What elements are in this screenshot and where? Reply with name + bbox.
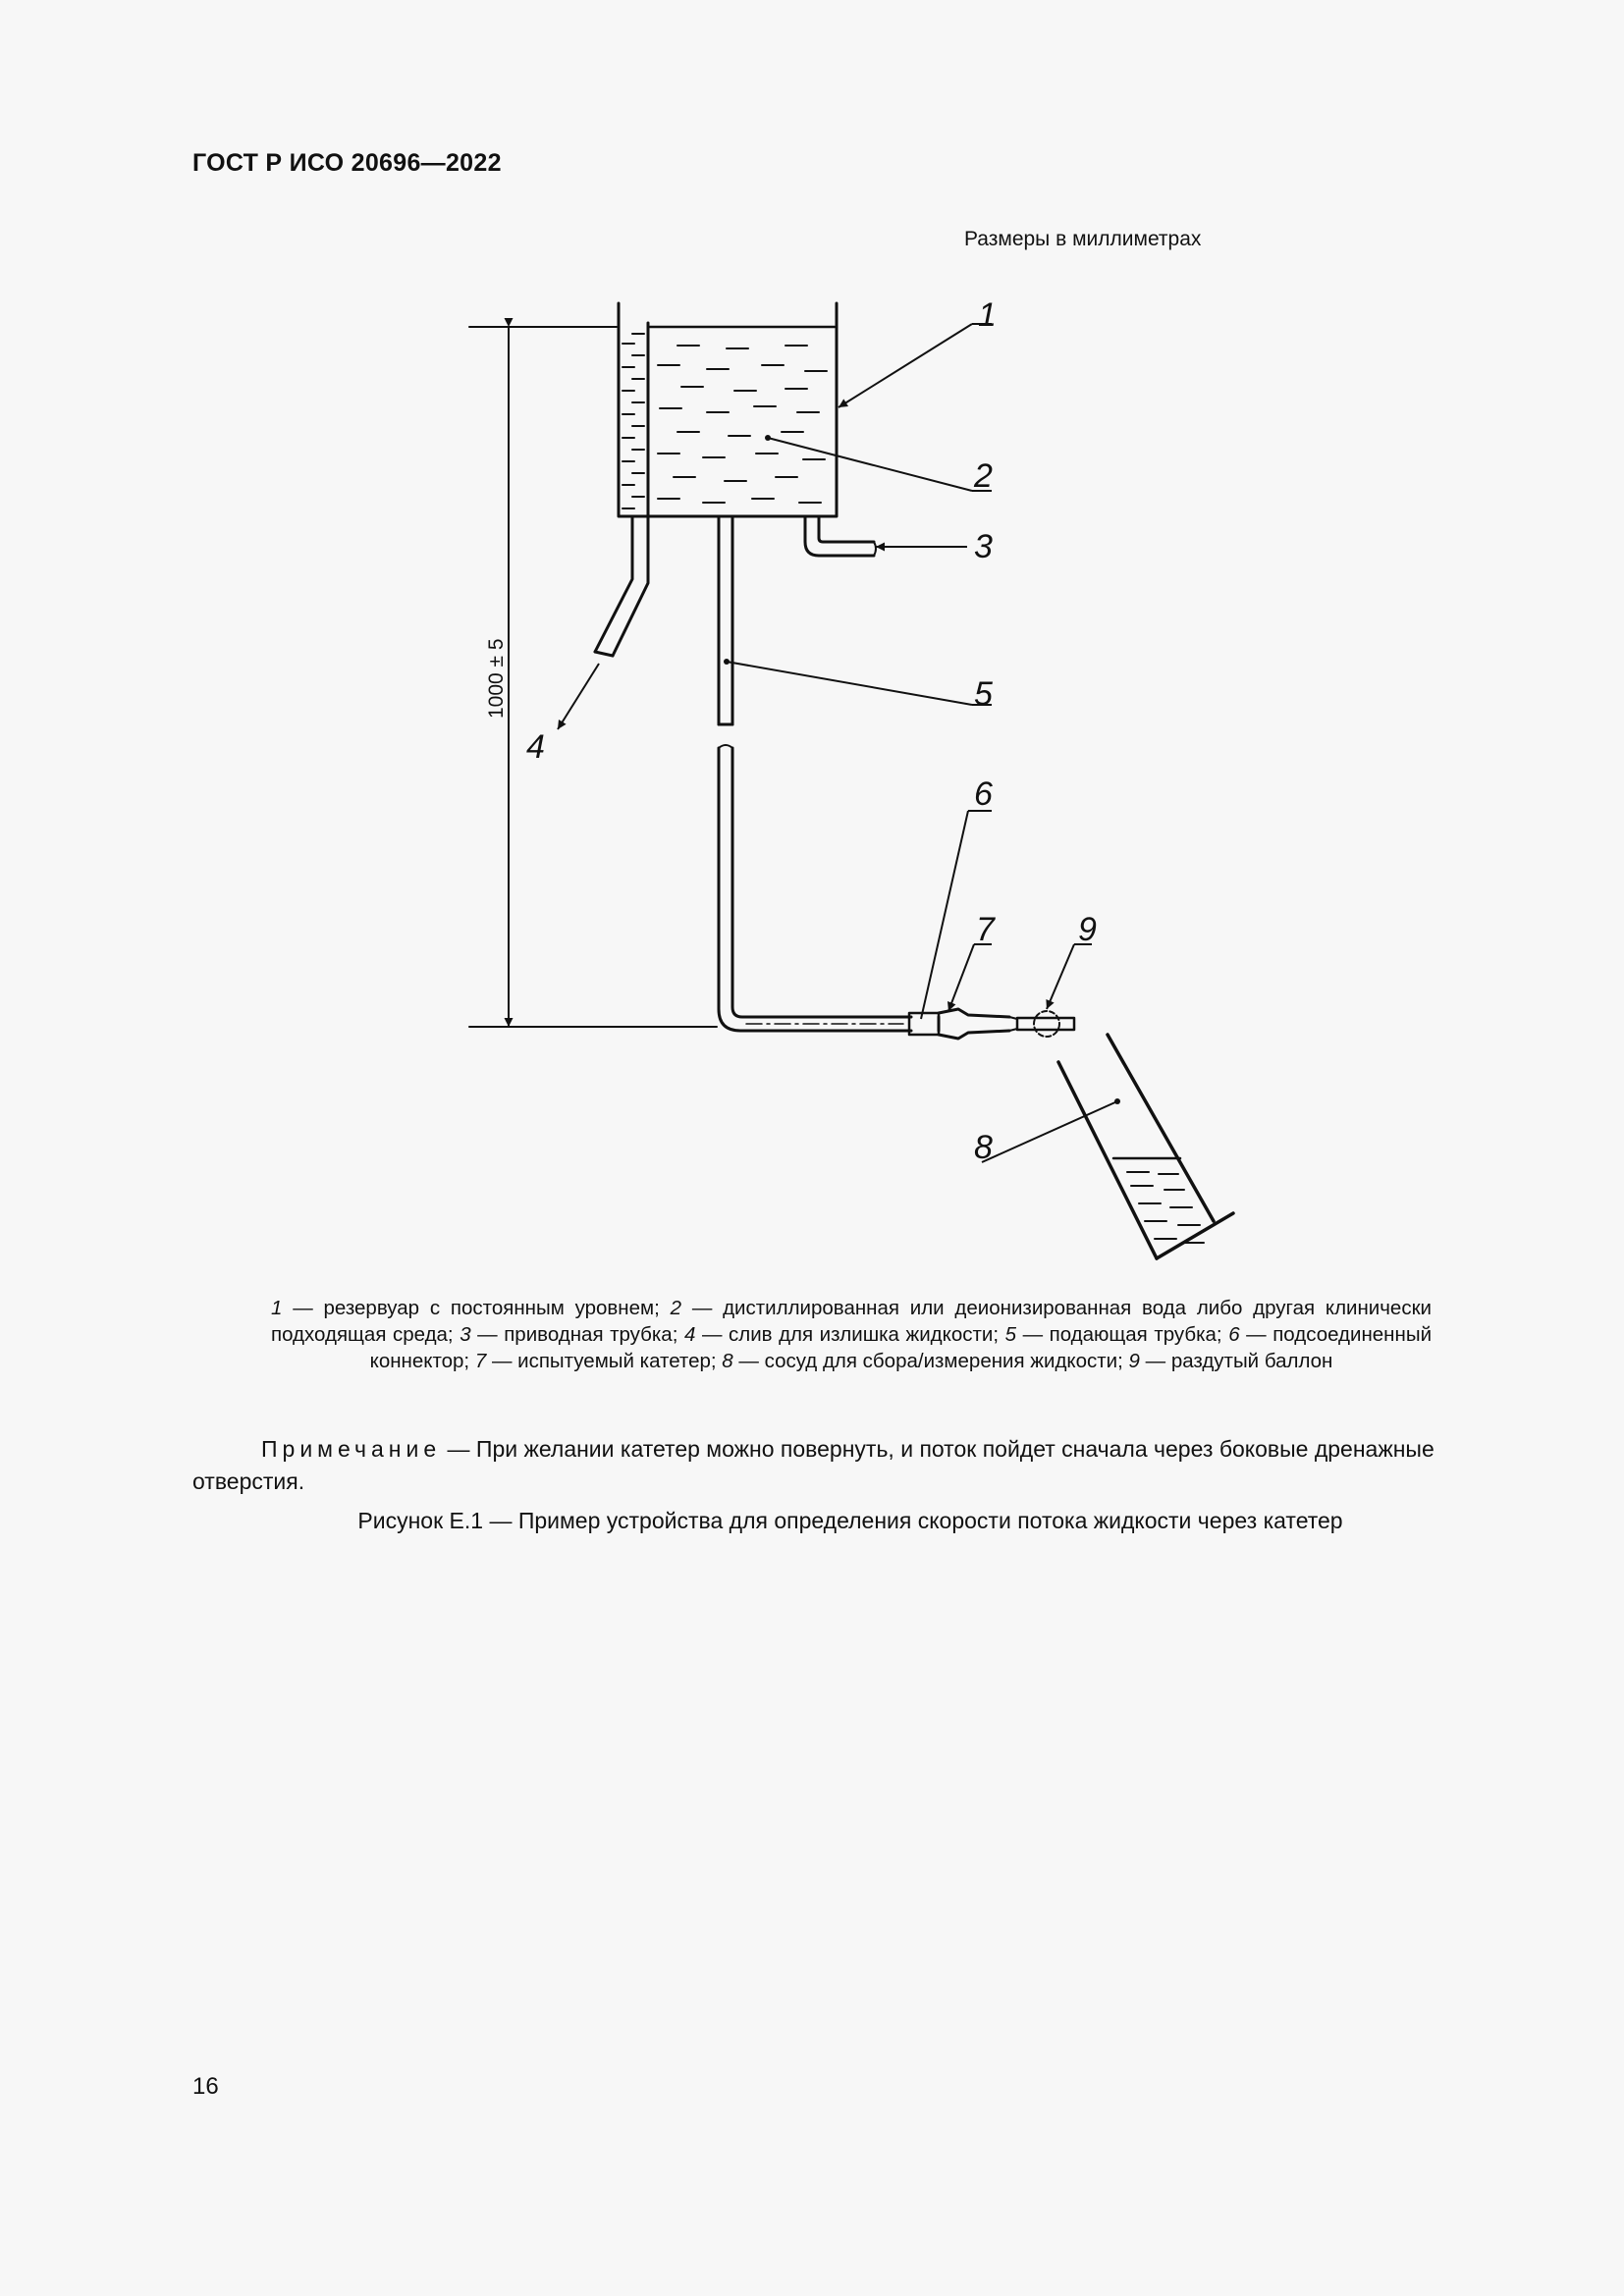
legend-num-6: 6 <box>1228 1323 1240 1346</box>
callout-7: 7 <box>976 911 995 948</box>
legend-num-3: 3 <box>460 1323 471 1346</box>
legend-text-1: — резервуар с постоянным уровнем; <box>293 1297 660 1319</box>
legend-text-4: — слив для излишка жидкости; <box>701 1323 1000 1346</box>
figure-caption: Рисунок Е.1 — Пример устройства для определения скорости потока жидкости через катетер <box>357 1508 1343 1533</box>
callout-5: 5 <box>974 675 993 713</box>
figure-note <box>192 1433 1508 1498</box>
legend-text-6: — подсоединенный коннектор; <box>369 1323 1433 1372</box>
callout-9: 9 <box>1078 911 1097 948</box>
callout-8: 8 <box>974 1129 993 1166</box>
legend-text-9: — раздутый баллон <box>1145 1350 1333 1372</box>
legend-num-5: 5 <box>1004 1323 1016 1346</box>
legend-num-4: 4 <box>683 1323 696 1346</box>
legend-num-2: 2 <box>670 1297 682 1319</box>
legend-text-5: — подающая трубка; <box>1022 1323 1222 1346</box>
legend-text-2: — дистиллированная или деионизированная вода либо другая клинически подходящая среда; <box>271 1297 1433 1346</box>
callout-3: 3 <box>974 528 993 565</box>
note-text: — При желании катетер можно повернуть, и поток пойдет сначала через боковые дренажные отверстия. <box>192 1436 1435 1494</box>
note-label: Примечание <box>261 1436 442 1462</box>
figure-legend <box>271 1295 1432 1374</box>
callout-1: 1 <box>978 296 997 334</box>
legend-num-1: 1 <box>271 1297 283 1319</box>
callout-2: 2 <box>974 457 993 495</box>
document-header: ГОСТ Р ИСО 20696—2022 <box>192 149 502 177</box>
reservoir <box>619 303 837 516</box>
legend-text-3: — приводная трубка; <box>477 1323 678 1346</box>
water-dashes <box>658 346 827 503</box>
legend-num-9: 9 <box>1128 1350 1140 1372</box>
dimensions-note: Размеры в миллиметрах <box>964 228 1202 250</box>
dimension-label: 1000 ± 5 <box>485 638 508 719</box>
legend-num-8: 8 <box>722 1350 733 1372</box>
page-number: 16 <box>192 2073 219 2100</box>
legend-text-8: — сосуд для сбора/измерения жидкости; <box>738 1350 1123 1372</box>
legend-num-7: 7 <box>474 1350 487 1372</box>
callout-4: 4 <box>526 728 545 766</box>
legend-text-7: — испытуемый катетер; <box>491 1350 717 1372</box>
callout-6: 6 <box>974 775 993 813</box>
